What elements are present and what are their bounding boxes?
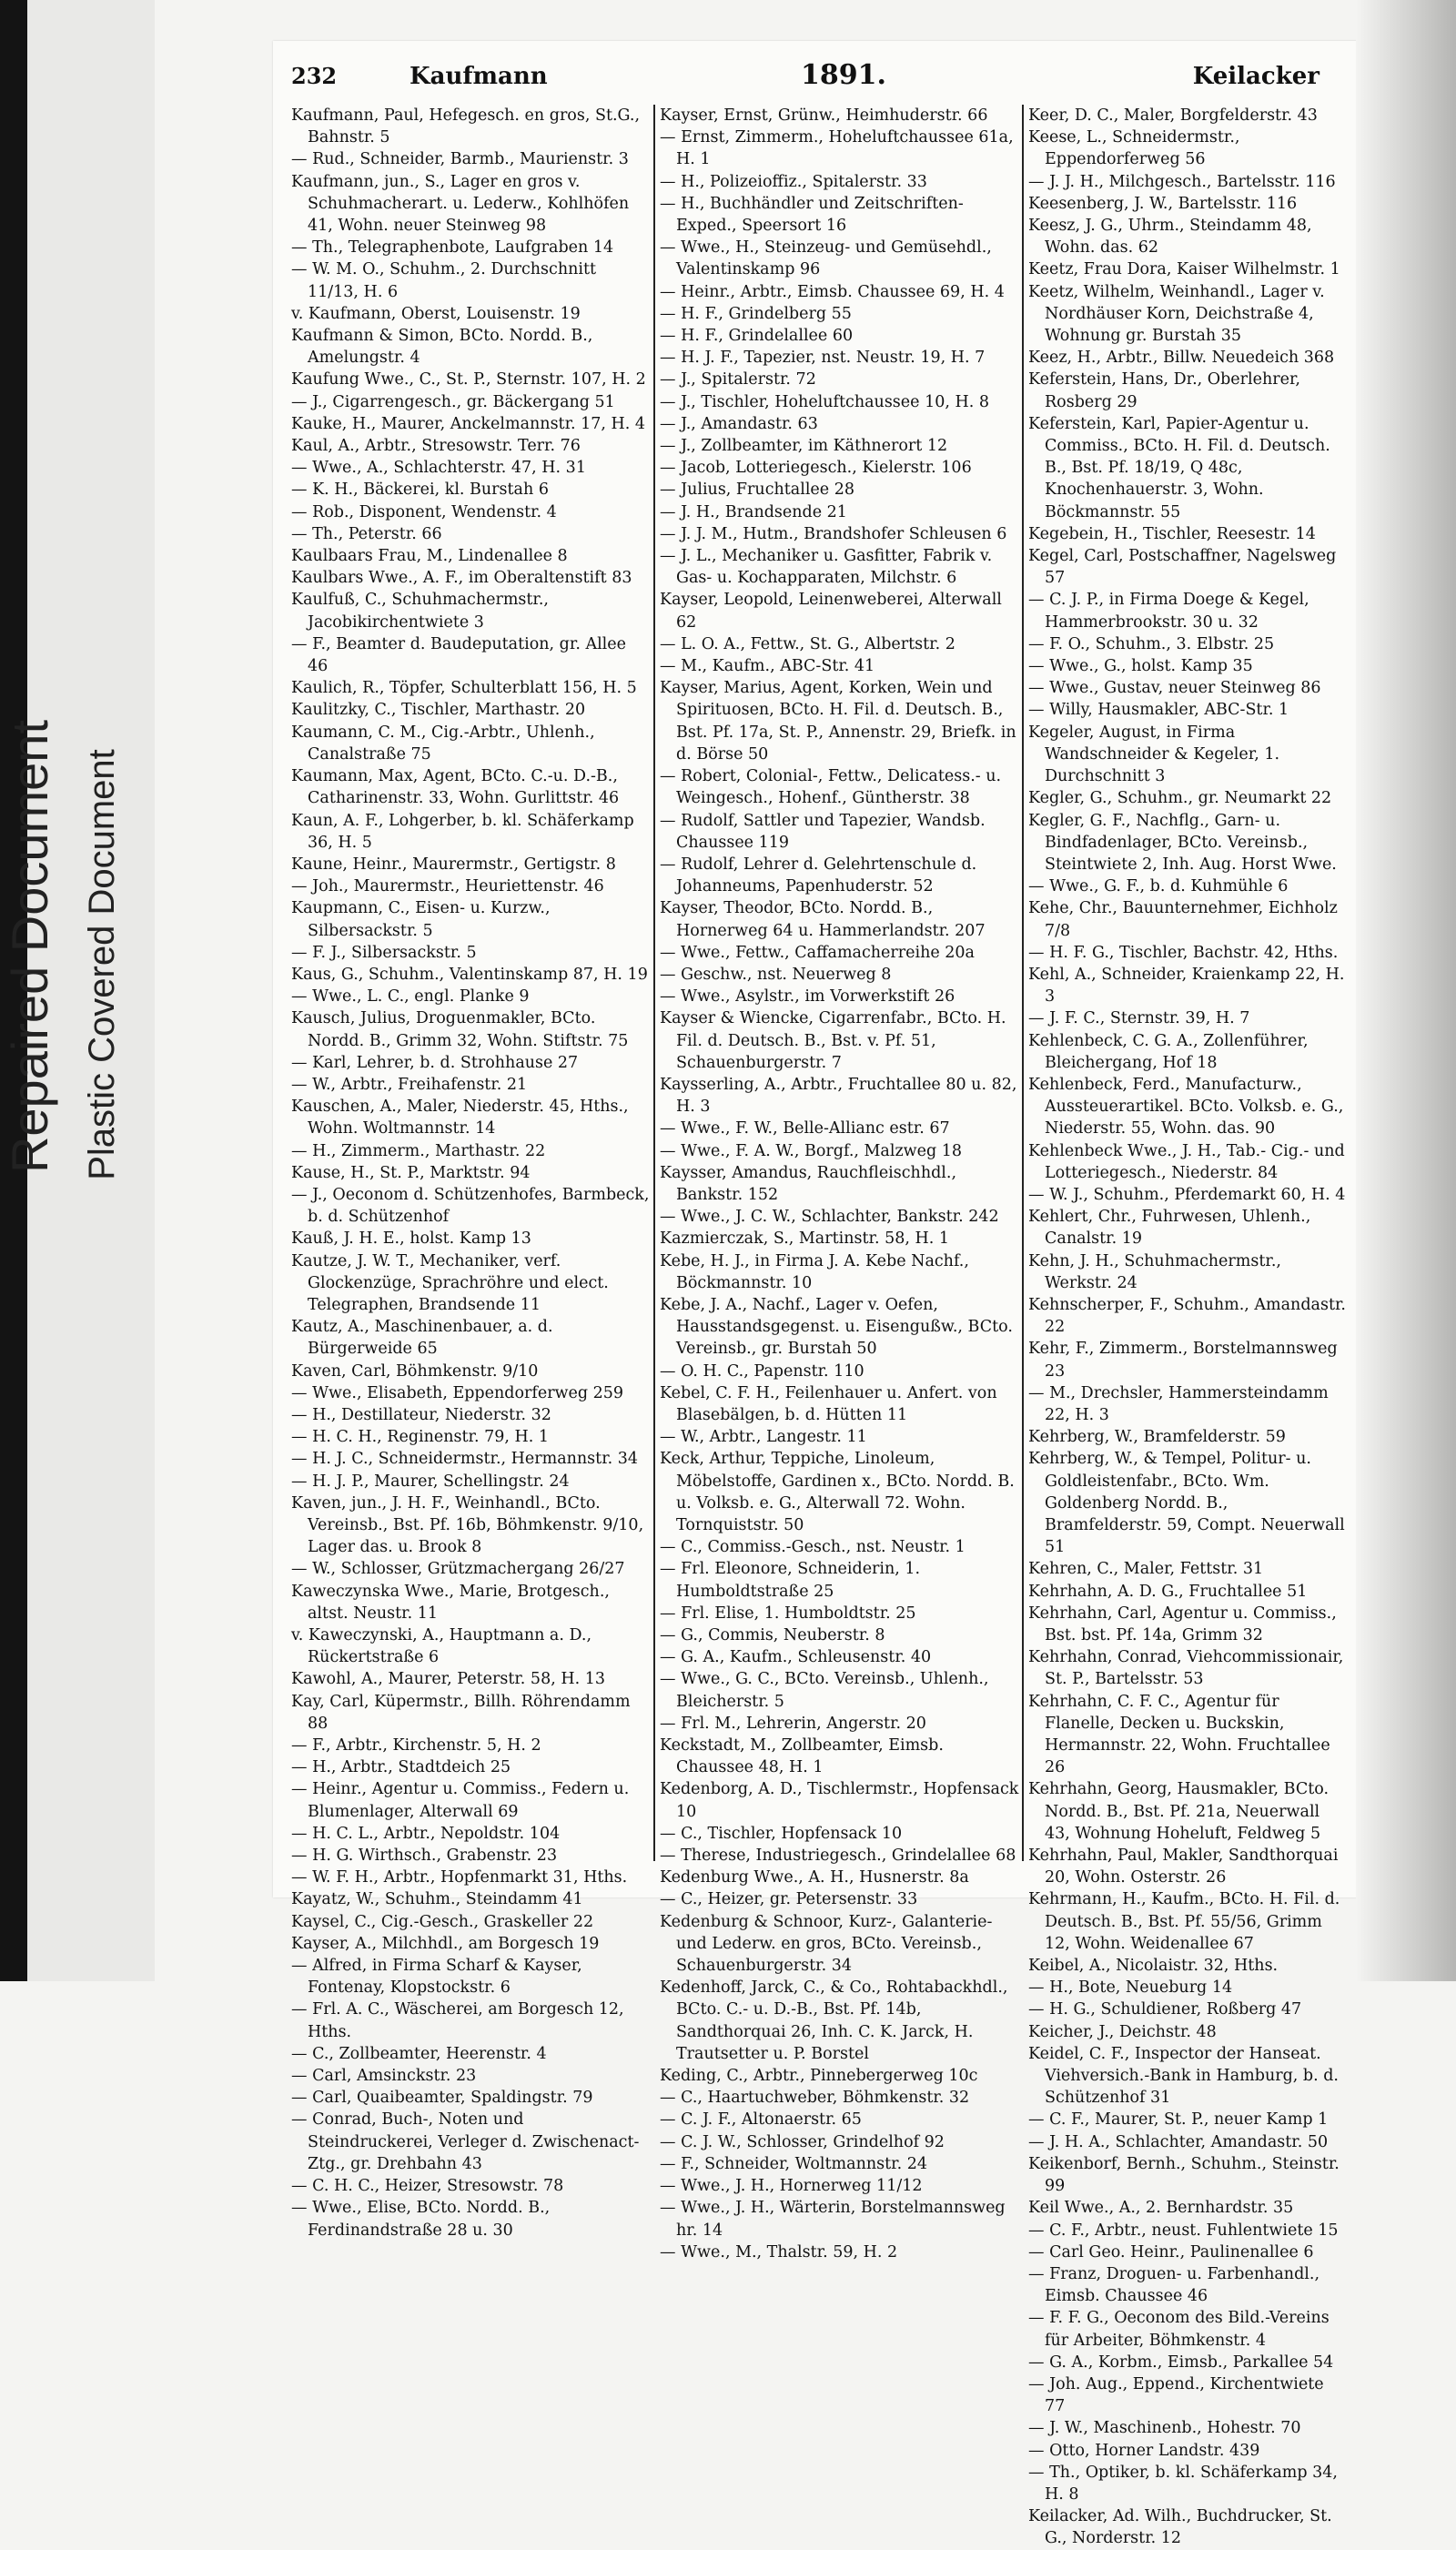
column-divider xyxy=(653,105,655,1861)
directory-entry: Kehr, F., Zimmerm., Borstelmannsweg 23 xyxy=(1028,1340,1338,1381)
directory-entry: — Therese, Industriegesch., Grindelallee 68 xyxy=(660,1847,1016,1866)
directory-entry: — M., Drechsler, Hammersteindamm 22, H. 3 xyxy=(1028,1383,1329,1424)
directory-entry: — J. L., Mechaniker u. Gasfitter, Fabrik v. Gas- u. Kochapparaten, Milchstr. 6 xyxy=(660,547,993,588)
directory-entry: Kehlenbeck, C. G. A., Zollenführer, Bleichergang, Hof 18 xyxy=(1028,1031,1309,1072)
directory-entry: — Ernst, Zimmerm., Hoheluftchaussee 61a, H. 1 xyxy=(660,128,1014,169)
directory-entry: Keer, D. C., Maler, Borgfelderstr. 43 xyxy=(1028,106,1318,125)
directory-entry: — Wwe., G., holst. Kamp 35 xyxy=(1028,657,1253,676)
directory-entry: Keicher, J., Deichstr. 48 xyxy=(1028,2022,1217,2041)
directory-entry: — H. J. P., Maurer, Schellingstr. 24 xyxy=(291,1472,570,1491)
directory-entry: — Otto, Horner Landstr. 439 xyxy=(1028,2441,1260,2460)
directory-entry: — Wwe., L. C., engl. Planke 9 xyxy=(291,987,530,1007)
directory-entry: — H., Destillateur, Niederstr. 32 xyxy=(291,1405,551,1424)
directory-entry: Keikenborf, Bernh., Schuhm., Steinstr. 99 xyxy=(1028,2154,1340,2196)
directory-entry: — H., Zimmerm., Marthastr. 22 xyxy=(291,1141,546,1160)
page-number: 232 xyxy=(291,63,338,89)
directory-entry: Keferstein, Hans, Dr., Oberlehrer, Rosberg 29 xyxy=(1028,370,1300,411)
directory-entry: — Wwe., Fettw., Caffamacherreihe 20a xyxy=(660,943,975,962)
directory-entry: — Rud., Schneider, Barmb., Maurienstr. 3 xyxy=(291,150,629,169)
directory-entry: Kaweczynska Wwe., Marie, Brotgesch., altst. Neustr. 11 xyxy=(291,1582,610,1623)
directory-entry: — Rudolf, Lehrer d. Gelehrtenschule d. Johanneums, Papenhuderstr. 52 xyxy=(660,855,977,896)
directory-entry: Kaufmann & Simon, BCto. Nordd. B., Amelungstr. 4 xyxy=(291,327,593,368)
directory-entry: Kedenburg Wwe., A. H., Husnerstr. 8a xyxy=(660,1868,969,1887)
directory-entry: — Frl. M., Lehrerin, Angerstr. 20 xyxy=(660,1714,926,1733)
directory-entry: Kauschen, A., Maler, Niederstr. 45, Hths., Wohn. Woltmannstr. 14 xyxy=(291,1098,629,1138)
directory-entry: — Th., Peterstr. 66 xyxy=(291,524,442,543)
directory-entry: Keese, L., Schneidermstr., Eppendorferweg 56 xyxy=(1028,128,1240,169)
directory-entry: Kaulich, R., Töpfer, Schulterblatt 156, H. 5 xyxy=(291,679,637,698)
directory-entry: Keetz, Wilhelm, Weinhandl., Lager v. Nordhäuser Korn, Deichstraße 4, Wohnung gr. Burstah 35 xyxy=(1028,282,1325,346)
directory-entry: — C. J. F., Altonaerstr. 65 xyxy=(660,2110,862,2130)
directory-entry: — Th., Optiker, b. kl. Schäferkamp 34, H. 8 xyxy=(1028,2463,1338,2504)
directory-entry: — C. F., Maurer, St. P., neuer Kamp 1 xyxy=(1028,2110,1329,2130)
directory-entry: Keilacker, Ad. Wilh., Buchdrucker, St. G., Norderstr. 12 xyxy=(1028,2507,1332,2548)
directory-entry: — H. F., Grindelberg 55 xyxy=(660,304,852,323)
directory-entry: — Wwe., H., Steinzeug- und Gemüsehdl., Valentinskamp 96 xyxy=(660,238,992,279)
directory-entry: Kayser, Leopold, Leinenweberei, Alterwall 62 xyxy=(660,591,1002,632)
directory-entry: Kayser, Theodor, BCto. Nordd. B., Hornerweg 64 u. Hammerlandstr. 207 xyxy=(660,899,986,940)
directory-entry: — Joh., Maurermstr., Heuriettenstr. 46 xyxy=(291,877,604,896)
directory-entry: — J. H. A., Schlachter, Amandastr. 50 xyxy=(1028,2132,1329,2151)
directory-entry: Kauke, H., Maurer, Anckelmannstr. 17, H. 4 xyxy=(291,414,646,433)
directory-entry: Kegler, G., Schuhm., gr. Neumarkt 22 xyxy=(1028,789,1332,808)
directory-entry: — C., Zollbeamter, Heerenstr. 4 xyxy=(291,2044,547,2063)
directory-entry: Kaune, Heinr., Maurermstr., Gertigstr. 8 xyxy=(291,855,616,874)
directory-entry: Kay, Carl, Küpermstr., Billh. Röhrendamm 88 xyxy=(291,1692,631,1733)
directory-entry: Keesz, J. G., Uhrm., Steindamm 48, Wohn. das. 62 xyxy=(1028,217,1312,258)
directory-entry: Keesenberg, J. W., Bartelsstr. 116 xyxy=(1028,194,1298,213)
directory-entry: Kaysser, Amandus, Rauchfleischhdl., Bankstr. 152 xyxy=(660,1163,957,1204)
directory-page xyxy=(273,41,1365,2548)
directory-entry: Kegler, G. F., Nachflg., Garn- u. Bindfadenlager, BCto. Vereinsb., Steintwiete 2, Inh. Aug. Horst Wwe. xyxy=(1028,811,1337,874)
directory-entry: v. Kaweczynski, A., Hauptmann a. D., Rückertstraße 6 xyxy=(291,1626,592,1667)
directory-entry: — Conrad, Buch-, Noten und Steindruckerei, Verleger d. Zwischenact-Ztg., gr. Drehbahn 43 xyxy=(291,2110,640,2173)
directory-entry: — Carl, Quaibeamter, Spaldingstr. 79 xyxy=(291,2089,593,2108)
directory-entry: — Karl, Lehrer, b. d. Strohhause 27 xyxy=(291,1053,579,1072)
directory-entry: Kayser, Ernst, Grünw., Heimhuderstr. 66 xyxy=(660,106,988,125)
directory-entry: — H. F., Grindelallee 60 xyxy=(660,327,854,346)
directory-entry: — Geschw., nst. Neuerweg 8 xyxy=(660,965,892,984)
directory-entry: Kaysel, C., Cig.-Gesch., Graskeller 22 xyxy=(291,1912,594,1931)
right-catchword: Keilacker xyxy=(1192,63,1320,90)
directory-entry: Kaumann, C. M., Cig.-Arbtr., Uhlenh., Canalstraße 75 xyxy=(291,723,595,764)
directory-entry: Kehrhahn, A. D. G., Fruchtallee 51 xyxy=(1028,1582,1308,1601)
directory-entry: — W., Arbtr., Langestr. 11 xyxy=(660,1428,867,1447)
directory-entry: Kazmierczak, S., Martinstr. 58, H. 1 xyxy=(660,1229,949,1249)
directory-entry: — Wwe., J. H., Hornerweg 11/12 xyxy=(660,2177,923,2196)
directory-entry: Kebel, C. F. H., Feilenhauer u. Anfert. von Blasebälgen, b. d. Hütten 11 xyxy=(660,1383,997,1424)
directory-entry: — H. J. C., Schneidermstr., Hermannstr. 34 xyxy=(291,1450,639,1469)
directory-entry: — F., Schneider, Woltmannstr. 24 xyxy=(660,2154,927,2173)
directory-entry: Kauß, J. H. E., holst. Kamp 13 xyxy=(291,1229,531,1249)
directory-entry: Kaven, Carl, Böhmkenstr. 9/10 xyxy=(291,1361,539,1381)
directory-entry: — G., Commis, Neuberstr. 8 xyxy=(660,1626,885,1645)
directory-entry: — H. F. G., Tischler, Bachstr. 42, Hths. xyxy=(1028,943,1339,962)
directory-entry: Kegebein, H., Tischler, Reesestr. 14 xyxy=(1028,524,1316,543)
directory-entry: — J., Oeconom d. Schützenhofes, Barmbeck, b. d. Schützenhof xyxy=(291,1185,650,1227)
directory-entry: — F. O., Schuhm., 3. Elbstr. 25 xyxy=(1028,634,1275,653)
directory-entry: — J., Cigarrengesch., gr. Bäckergang 51 xyxy=(291,392,615,411)
directory-entry: — Heinr., Arbtr., Eimsb. Chaussee 69, H. 4 xyxy=(660,282,1005,301)
directory-entry: Kehrberg, W., & Tempel, Politur- u. Goldleistenfabr., BCto. Wm. Goldenberg Nordd. B., Bramfelderstr. 59, Compt. Neuerwall 51 xyxy=(1028,1450,1345,1557)
directory-entry: Kehlenbeck Wwe., J. H., Tab.- Cig.- und Lotteriegesch., Niederstr. 84 xyxy=(1028,1141,1345,1182)
directory-entry: — G. A., Korbm., Eimsb., Parkallee 54 xyxy=(1028,2353,1334,2372)
directory-entry: Keil Wwe., A., 2. Bernhardstr. 35 xyxy=(1028,2199,1294,2218)
directory-entry: — W., Schlosser, Grützmachergang 26/27 xyxy=(291,1560,625,1579)
directory-entry: — Wwe., F. W., Belle-Allianc estr. 67 xyxy=(660,1119,950,1138)
directory-entry: Kautze, J. W. T., Mechaniker, verf. Glockenzüge, Sprachröhre und elect. Telegraphen, Brandsende 11 xyxy=(291,1251,609,1314)
directory-entry: Kausch, Julius, Droguenmakler, BCto. Nordd. B., Grimm 32, Wohn. Stiftstr. 75 xyxy=(291,1009,629,1050)
directory-entry: — H., Buchhändler und Zeitschriften-Exped., Speersort 16 xyxy=(660,194,964,236)
directory-entry: — W. M. O., Schuhm., 2. Durchschnitt 11/13, H. 6 xyxy=(291,260,597,301)
directory-entry: — W. J., Schuhm., Pferdemarkt 60, H. 4 xyxy=(1028,1185,1346,1204)
left-catchword: Kaufmann xyxy=(410,63,548,90)
directory-entry: Kaysserling, A., Arbtr., Fruchtallee 80 u. 82, H. 3 xyxy=(660,1075,1017,1117)
directory-entry: Kehrhahn, Conrad, Viehcommissionair, St. P., Bartelsstr. 53 xyxy=(1028,1648,1344,1689)
directory-entry: — J. J. M., Hutm., Brandshofer Schleusen 6 xyxy=(660,524,1007,543)
directory-entry: Keferstein, Karl, Papier-Agentur u. Commiss., BCto. H. Fil. d. Deutsch. B., Bst. Pf. 18/19, Q 48c, Knochenhauerstr. 3, Wohn. Böckmannstr. 55 xyxy=(1028,414,1330,521)
directory-entry: — H. J. F., Tapezier, nst. Neustr. 19, H. 7 xyxy=(660,349,986,368)
directory-entry: — H. C. L., Arbtr., Nepoldstr. 104 xyxy=(291,1824,561,1843)
directory-entry: — J., Spitalerstr. 72 xyxy=(660,370,816,390)
directory-entry: — M., Kaufm., ABC-Str. 41 xyxy=(660,657,875,676)
directory-entry: Kaufmann, jun., S., Lager en gros v. Schuhmacherart. u. Lederw., Kohlhöfen 41, Wohn. neuer Steinweg 98 xyxy=(291,172,630,236)
directory-entry: — Rudolf, Sattler und Tapezier, Wandsb. Chaussee 119 xyxy=(660,811,986,852)
directory-entry: — Jacob, Lotteriegesch., Kielerstr. 106 xyxy=(660,459,972,478)
directory-entry: — Wwe., Elisabeth, Eppendorferweg 259 xyxy=(291,1383,624,1402)
directory-entry: — Heinr., Agentur u. Commiss., Federn u. Blumenlager, Alterwall 69 xyxy=(291,1780,630,1821)
directory-entry: — J., Amandastr. 63 xyxy=(660,414,818,433)
year-heading: 1891. xyxy=(801,59,886,91)
directory-entry: — C., Heizer, gr. Petersenstr. 33 xyxy=(660,1890,918,1909)
directory-entry: — H., Bote, Neueburg 14 xyxy=(1028,1978,1233,1998)
directory-entry: Kayatz, W., Schuhm., Steindamm 41 xyxy=(291,1890,583,1909)
directory-entry: Kayser, Marius, Agent, Korken, Wein und Spirituosen, BCto. H. Fil. d. Deutsch. B., Bst. Pf. 17a, St. P., Annenstr. 29, Briefk. in d. Börse 50 xyxy=(660,679,1016,764)
directory-entry: Kehrhahn, Carl, Agentur u. Commiss., Bst. bst. Pf. 14a, Grimm 32 xyxy=(1028,1604,1337,1645)
directory-entry: — Rob., Disponent, Wendenstr. 4 xyxy=(291,502,557,521)
directory-entry: — Wwe., Asylstr., im Vorwerkstift 26 xyxy=(660,987,956,1007)
directory-entry: Kehrhahn, Paul, Makler, Sandthorquai 20, Wohn. Osterstr. 26 xyxy=(1028,1847,1339,1887)
directory-entry: — Wwe., J. C. W., Schlachter, Bankstr. 242 xyxy=(660,1208,999,1227)
directory-entry: Keckstadt, M., Zollbeamter, Eimsb. Chaussee 48, H. 1 xyxy=(660,1736,944,1777)
directory-entry: Kaufmann, Paul, Hefegesch. en gros, St.G., Bahnstr. 5 xyxy=(291,106,641,147)
directory-entry: Kegel, Carl, Postschaffner, Nagelsweg 57 xyxy=(1028,547,1337,588)
directory-entry: — C. H. C., Heizer, Stresowstr. 78 xyxy=(291,2177,564,2196)
directory-entry: Kedenhoff, Jarck, C., & Co., Rohtabackhdl., BCto. C.- u. D.-B., Bst. Pf. 14b, Sandthorquai 26, Inh. C. K. Jarck, H. Trautsetter u. P. Borstel xyxy=(660,1978,1008,2063)
directory-entry: Kebe, H. J., in Firma J. A. Kebe Nachf., Böckmannstr. 10 xyxy=(660,1251,969,1292)
directory-entry: Kehlert, Chr., Fuhrwesen, Uhlenh., Canalstr. 19 xyxy=(1028,1208,1311,1249)
directory-entry: Kehe, Chr., Bauunternehmer, Eichholz 7/8 xyxy=(1028,899,1338,940)
directory-entry: — C., Tischler, Hopfensack 10 xyxy=(660,1824,903,1843)
directory-entry: — Th., Telegraphenbote, Laufgraben 14 xyxy=(291,238,614,258)
directory-entry: — C. J. W., Schlosser, Grindelhof 92 xyxy=(660,2132,945,2151)
directory-entry: — F. F. G., Oeconom des Bild.-Vereins für Arbeiter, Böhmkenstr. 4 xyxy=(1028,2309,1330,2350)
page-header xyxy=(291,59,1329,103)
directory-entry: — C., Haartuchweber, Böhmkenstr. 32 xyxy=(660,2089,970,2108)
directory-entry: — Wwe., M., Thalstr. 59, H. 2 xyxy=(660,2242,898,2262)
directory-entry: Keding, C., Arbtr., Pinnebergerweg 10c xyxy=(660,2067,978,2086)
directory-entry: Kaupmann, C., Eisen- u. Kurzw., Silbersackstr. 5 xyxy=(291,899,551,940)
directory-entry: — Robert, Colonial-, Fettw., Delicatess.- u. Weingesch., Hohenf., Güntherstr. 38 xyxy=(660,767,1002,808)
directory-entry: — Wwe., Gustav, neuer Steinweg 86 xyxy=(1028,679,1321,698)
directory-entry: Kaufung Wwe., C., St. P., Sternstr. 107, H. 2 xyxy=(291,370,646,390)
directory-entry: — F., Arbtr., Kirchenstr. 5, H. 2 xyxy=(291,1736,541,1756)
directory-entry: Kaulbars Wwe., A. F., im Oberaltenstift 83 xyxy=(291,569,632,588)
directory-entry: Kaulfuß, C., Schuhmachermstr., Jacobikirchentwiete 3 xyxy=(291,591,549,632)
directory-entry: — Carl, Amsinckstr. 23 xyxy=(291,2067,477,2086)
directory-entry: — H., Arbtr., Stadtdeich 25 xyxy=(291,1758,511,1777)
directory-entry: — H., Polizeioffiz., Spitalerstr. 33 xyxy=(660,172,927,191)
directory-entry: Kehlenbeck, Ferd., Manufacturw., Aussteuerartikel. BCto. Volksb. e. G., Niederstr. 55, Wohn. das. 90 xyxy=(1028,1075,1344,1138)
directory-entry: — Wwe., G. C., BCto. Vereinsb., Uhlenh., Bleicherstr. 5 xyxy=(660,1670,989,1711)
directory-entry: Kaumann, Max, Agent, BCto. C.-u. D.-B., Catharinenstr. 33, Wohn. Gurlittstr. 46 xyxy=(291,767,620,808)
directory-entry: — Alfred, in Firma Scharf & Kayser, Fontenay, Klopstockstr. 6 xyxy=(291,1957,582,1998)
plastic-covered-label: Plastic Covered Document xyxy=(82,749,122,1180)
directory-entry: Keibel, A., Nicolaistr. 32, Hths. xyxy=(1028,1957,1279,1976)
directory-entry: — L. O. A., Fettw., St. G., Albertstr. 2 xyxy=(660,634,956,653)
directory-entry: Kehrmann, H., Kaufm., BCto. H. Fil. d. Deutsch. B., Bst. Pf. 55/56, Grimm 12, Wohn. Weidenallee 67 xyxy=(1028,1890,1340,1953)
directory-entry: — Franz, Droguen- u. Farbenhandl., Eimsb. Chaussee 46 xyxy=(1028,2264,1320,2306)
directory-entry: — F. J., Silbersackstr. 5 xyxy=(291,943,477,962)
directory-entry: Kayser & Wiencke, Cigarrenfabr., BCto. H. Fil. d. Deutsch. B., Bst. v. Pf. 51, Schauenburgerstr. 7 xyxy=(660,1009,1006,1072)
directory-entry: — W., Arbtr., Freihafenstr. 21 xyxy=(291,1075,528,1094)
directory-entry: — Frl. A. C., Wäscherei, am Borgesch 12, Hths. xyxy=(291,2000,624,2041)
directory-entry: — Wwe., Elise, BCto. Nordd. B., Ferdinandstraße 28 u. 30 xyxy=(291,2199,551,2240)
directory-entry: Kawohl, A., Maurer, Peterstr. 58, H. 13 xyxy=(291,1670,605,1689)
directory-entry: — Frl. Eleonore, Schneiderin, 1. Humboldtstraße 25 xyxy=(660,1560,921,1601)
directory-entry: Kehn, J. H., Schuhmachermstr., Werkstr. 24 xyxy=(1028,1251,1281,1292)
directory-entry: — Wwe., F. A. W., Borgf., Malzweg 18 xyxy=(660,1141,963,1160)
directory-entry: Kehrberg, W., Bramfelderstr. 59 xyxy=(1028,1428,1286,1447)
directory-entry: — J. H., Brandsende 21 xyxy=(660,502,847,521)
directory-entry: — Willy, Hausmakler, ABC-Str. 1 xyxy=(1028,701,1289,720)
column-divider xyxy=(1022,105,1024,1861)
directory-entry: — H. C. H., Reginenstr. 79, H. 1 xyxy=(291,1428,550,1447)
directory-entry: — H. G., Schuldiener, Roßberg 47 xyxy=(1028,2000,1302,2019)
directory-entry: — Frl. Elise, 1. Humboldtstr. 25 xyxy=(660,1604,916,1623)
directory-entry: — J. J. H., Milchgesch., Bartelsstr. 116 xyxy=(1028,172,1336,191)
directory-entry: Kaulbaars Frau, M., Lindenallee 8 xyxy=(291,547,568,566)
directory-column-2 xyxy=(660,105,1019,2262)
directory-entry: Kebe, J. A., Nachf., Lager v. Oefen, Hausstandsgegenst. u. Eisengußw., BCto. Vereinsb., gr. Burstah 50 xyxy=(660,1295,1013,1359)
directory-entry: — Carl Geo. Heinr., Paulinenallee 6 xyxy=(1028,2242,1314,2262)
directory-entry: — Wwe., A., Schlachterstr. 47, H. 31 xyxy=(291,459,586,478)
directory-entry: Keez, H., Arbtr., Billw. Neuedeich 368 xyxy=(1028,349,1335,368)
directory-entry: Kaun, A. F., Lohgerber, b. kl. Schäferkamp 36, H. 5 xyxy=(291,811,634,852)
directory-entry: — Wwe., G. F., b. d. Kuhmühle 6 xyxy=(1028,877,1289,896)
directory-column-1 xyxy=(291,105,651,2240)
directory-entry: Kaven, jun., J. H. F., Weinhandl., BCto. Vereinsb., Bst. Pf. 16b, Böhmkenstr. 9/10, Lager das. u. Brook 8 xyxy=(291,1493,644,1557)
directory-entry: — C. J. P., in Firma Doege & Kegel, Hammerbrookstr. 30 u. 32 xyxy=(1028,591,1309,632)
directory-entry: Keck, Arthur, Teppiche, Linoleum, Möbelstoffe, Gardinen x., BCto. Nordd. B. u. Volksb. e. G., Alterwall 72. Wohn. Tornquiststr. 50 xyxy=(660,1450,1015,1534)
directory-entry: — J. W., Maschinenb., Hohestr. 70 xyxy=(1028,2419,1301,2438)
directory-entry: — G. A., Kaufm., Schleusenstr. 40 xyxy=(660,1648,932,1667)
directory-entry: Kause, H., St. P., Marktstr. 94 xyxy=(291,1163,531,1182)
directory-entry: — J., Zollbeamter, im Käthnerort 12 xyxy=(660,437,948,456)
directory-entry: — J., Tischler, Hoheluftchaussee 10, H. 8 xyxy=(660,392,989,411)
directory-entry: — W. F. H., Arbtr., Hopfenmarkt 31, Hths. xyxy=(291,1868,628,1887)
directory-entry: Kedenborg, A. D., Tischlermstr., Hopfensack 10 xyxy=(660,1780,1019,1821)
directory-entry: — H. G. Wirthsch., Grabenstr. 23 xyxy=(291,1847,558,1866)
directory-entry: — J. F. C., Sternstr. 39, H. 7 xyxy=(1028,1009,1250,1028)
directory-entry: — Julius, Fruchtallee 28 xyxy=(660,481,854,500)
directory-entry: Kaulitzky, C., Tischler, Marthastr. 20 xyxy=(291,701,586,720)
directory-entry: Kehrhahn, C. F. C., Agentur für Flanelle, Decken u. Buckskin, Hermannstr. 22, Wohn. Fruchtallee 26 xyxy=(1028,1692,1330,1777)
directory-entry: Kehl, A., Schneider, Kraienkamp 22, H. 3 xyxy=(1028,965,1345,1007)
directory-entry: Kayser, A., Milchhdl., am Borgesch 19 xyxy=(291,1934,600,1953)
directory-entry: Kaul, A., Arbtr., Stresowstr. Terr. 76 xyxy=(291,437,581,456)
directory-entry: Keidel, C. F., Inspector der Hanseat. Viehversich.-Bank in Hamburg, b. d. Schützenhof 31 xyxy=(1028,2044,1339,2108)
directory-entry: — C., Commiss.-Gesch., nst. Neustr. 1 xyxy=(660,1538,966,1557)
directory-entry: Kegeler, August, in Firma Wandschneider & Kegeler, 1. Durchschnitt 3 xyxy=(1028,723,1280,786)
directory-column-3 xyxy=(1028,105,1347,2548)
directory-entry: Keetz, Frau Dora, Kaiser Wilhelmstr. 1 xyxy=(1028,260,1340,279)
directory-entry: Kehnscherper, F., Schuhm., Amandastr. 22 xyxy=(1028,1295,1346,1337)
directory-entry: Kedenburg & Schnoor, Kurz-, Galanterie- und Lederw. en gros, BCto. Vereinsb., Schauenburgerstr. 34 xyxy=(660,1912,993,1976)
repaired-document-label: Repaired Document xyxy=(1,719,58,1174)
directory-entry: — C. F., Arbtr., neust. Fuhlentwiete 15 xyxy=(1028,2221,1339,2240)
directory-entry: — F., Beamter d. Baudeputation, gr. Allee 46 xyxy=(291,634,626,676)
directory-entry: — K. H., Bäckerei, kl. Burstah 6 xyxy=(291,481,549,500)
directory-entry: Kehrhahn, Georg, Hausmakler, BCto. Nordd. B., Bst. Pf. 21a, Neuerwall 43, Wohnung Hoheluft, Feldweg 5 xyxy=(1028,1780,1330,1843)
directory-entry: — Wwe., J. H., Wärterin, Borstelmannsweg hr. 14 xyxy=(660,2199,1006,2240)
directory-entry: v. Kaufmann, Oberst, Louisenstr. 19 xyxy=(291,304,581,323)
directory-entry: — Joh. Aug., Eppend., Kirchentwiete 77 xyxy=(1028,2374,1324,2416)
page-edge-shadow xyxy=(1356,0,1456,1981)
directory-entry: Kehren, C., Maler, Fettstr. 31 xyxy=(1028,1560,1264,1579)
directory-entry: Kaus, G., Schuhm., Valentinskamp 87, H. 19 xyxy=(291,965,648,984)
directory-entry: Kautz, A., Maschinenbauer, a. d. Bürgerweide 65 xyxy=(291,1318,553,1359)
directory-entry: — O. H. C., Papenstr. 110 xyxy=(660,1361,864,1381)
